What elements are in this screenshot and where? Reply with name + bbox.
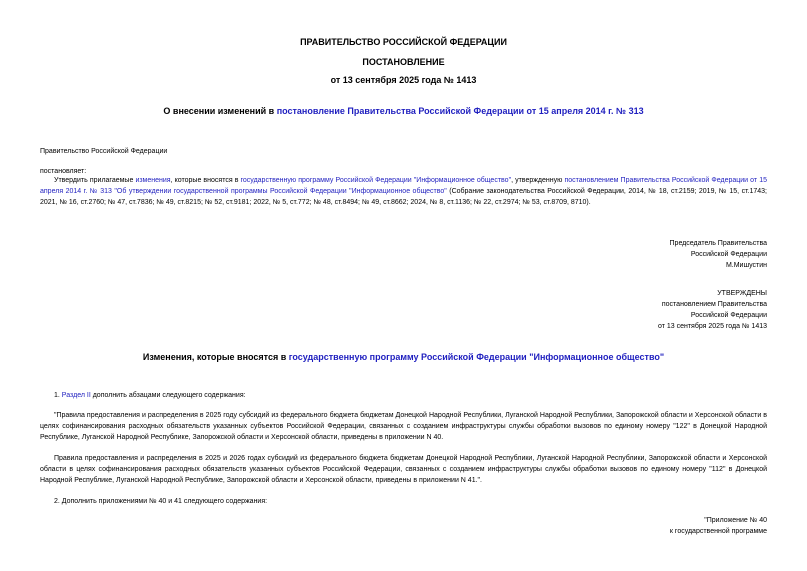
signature-name: М.Мишустин [725,262,767,269]
document-title [0,106,807,116]
approved-by: постановлением Правительства [661,301,767,308]
item-1 [54,390,246,401]
p1-text-a: Утвердить прилагаемые [54,177,136,184]
changes-title-prefix: Изменения, которые вносятся в [142,352,289,362]
item-2: 2. Дополнить приложениями № 40 и 41 следующего содержания: [54,498,268,505]
government-heading: ПРАВИТЕЛЬСТВО РОССИЙСКОЙ ФЕДЕРАЦИИ [300,37,507,47]
title-link[interactable]: постановление Правительства Российской Федерации от 15 апреля 2014 г. № 313 [276,106,644,116]
link-changes[interactable]: изменения [135,177,171,184]
document-type: ПОСТАНОВЛЕНИЕ [362,57,445,67]
approved-date: от 13 сентября 2025 года № 1413 [657,323,767,330]
signature-block [670,238,767,271]
title-prefix: О внесении изменений в [163,106,277,116]
approved-country: Российской Федерации [690,312,767,319]
p1-text-d: (Собрание законодательства Российской Федерации, 2014, № 18, ст.2159; 2019, № 15, ст.1743; 2021, № 16, ст.2760; № 47, ст.7836; № 49, ст.8215; № 52, ст.9181; 2022, № 5, ст.772; № 48, ст.8494; № 49, ст.8662; 2024, № 8, ст.1136; № 22, ст.2974; № 53, ст.8709, 8710). [40,188,767,206]
p1-text-c: , утвержденную [511,177,565,184]
approved-block [658,288,767,332]
appendix-block [670,515,767,537]
link-program[interactable]: государственную программу Российской Федерации "Информационное общество" [240,177,512,184]
item-1-text: дополнить абзацами следующего содержания: [90,392,246,399]
changes-title-link[interactable]: государственную программу Российской Федерации "Информационное общество" [288,352,665,362]
p1-text-b: , которые вносятся в [170,177,241,184]
item-1-number: 1. [54,392,62,399]
government-subject: Правительство Российской Федерации [40,148,168,155]
signature-position: Председатель Правительства [669,240,767,247]
link-section-2[interactable]: Раздел II [61,392,91,399]
quote-paragraph-1: "Правила предоставления и распределения в 2025 году субсидий из федерального бюджета бюджетам Донецкой Народной Республики, Луганской Народной Республики, Запорожской области и Херсонской области в целях софинансирования расходных обязательств указанных субъектов Российской Федерации, связанных с созданием инфраструктуры службы обработки вызовов по единому номеру "122" в Донецкой Народной Республике, Луганской Народной Республике, Запорожской области и Херсонской области, приведены в приложении N 40. [40,412,767,441]
approved-label: УТВЕРЖДЕНЫ [717,290,767,297]
appendix-reference: к государственной программе [669,528,767,535]
appendix-title: "Приложение № 40 [704,517,767,524]
link-resolution-313[interactable]: постановлением Правительства Российской Федерации от 15 апреля 2014 г. № 313 "Об утверждении государственной программы Российской Федерации "Информационное общество" [40,177,767,195]
changes-title [0,352,807,362]
decides-label: постановляет: [40,168,87,175]
resolution-paragraph [40,175,767,208]
quote-paragraph-2: Правила предоставления и распределения в 2025 и 2026 годах субсидий из федерального бюджета бюджетам Донецкой Народной Республики, Луганской Народной Республики, Запорожской области и Херсонской области в целях софинансирования расходных обязательств указанных субъектов Российской Федерации, связанных с созданием инфраструктуры службы обработки вызовов по единому номеру "112" в Донецкой Народной Республике, Луганской Народной Республике, Запорожской области и Херсонской области, приведены в приложении N 41.". [40,455,767,484]
document-date-number: от 13 сентября 2025 года № 1413 [330,75,477,85]
signature-country: Российской Федерации [690,251,767,258]
